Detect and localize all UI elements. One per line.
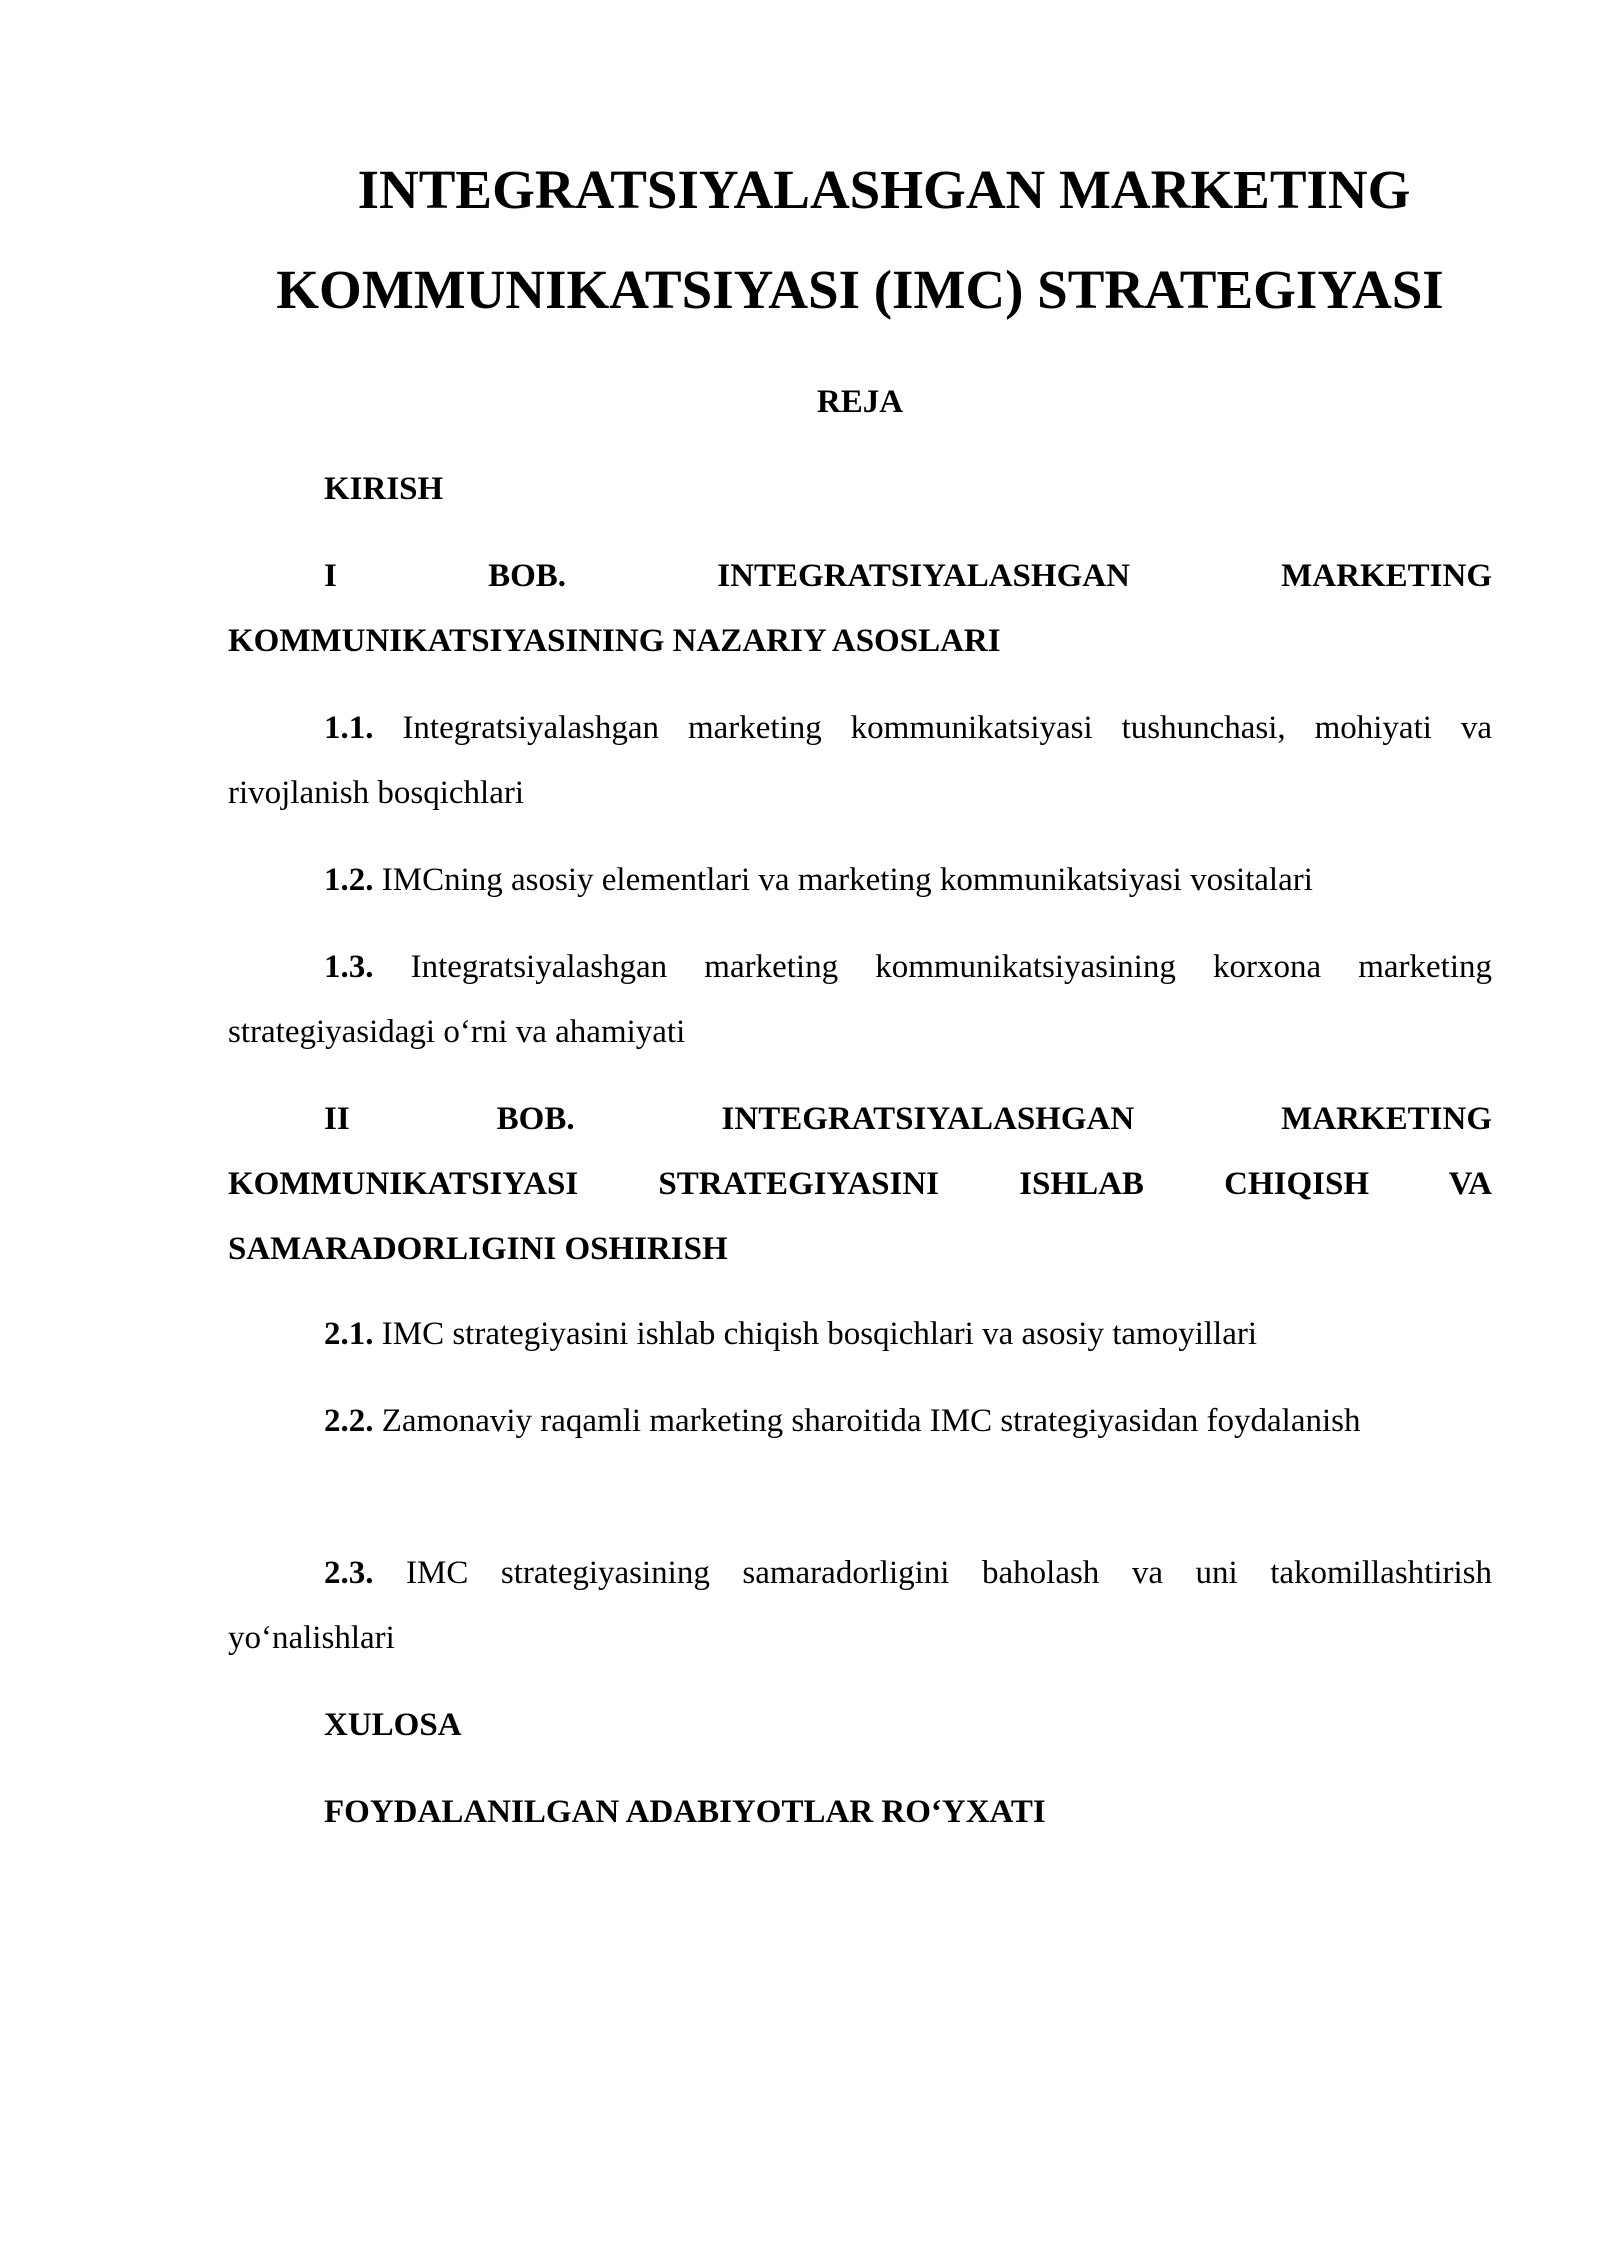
title-line-2: KOMMUNIKATSIYASI (IMC) STRATEGIYASI [276, 259, 1444, 320]
toc-item-1-2 [228, 848, 1492, 913]
reja-heading: REJA [816, 384, 904, 420]
toc-item-number: 2.1. [324, 1316, 374, 1352]
toc-item-2-2 [228, 1389, 1492, 1454]
toc-item-text: IMC strategiyasining samaradorligini baholash va uni takomillashtirish yo‘nalishlari [228, 1555, 1493, 1656]
toc-item-number: 1.3. [324, 949, 374, 985]
chapter-2-line-3: SAMARADORLIGINI OSHIRISH [228, 1231, 728, 1267]
toc-item-number: 1.2. [324, 862, 374, 898]
toc-item-text: IMCning asosiy elementlari va marketing kommunikatsiyasi vositalari [381, 862, 1313, 898]
toc-item-number: 2.2. [324, 1403, 374, 1439]
toc-item-text: Integratsiyalashgan marketing kommunikatsiyasining korxona marketing strategiyasidagi o‘rni va ahamiyati [228, 949, 1492, 1050]
toc-item-text: Integratsiyalashgan marketing kommunikatsiyasi tushunchasi, mohiyati va rivojlanish bosqichlari [228, 710, 1492, 811]
toc-item-2-3 [228, 1541, 1492, 1671]
toc-item-1-1 [228, 696, 1492, 826]
xulosa-heading: XULOSA [324, 1707, 462, 1743]
chapter-2-line-1: II BOB. INTEGRATSIYALASHGAN MARKETING [324, 1101, 1492, 1137]
chapter-1-line-2: KOMMUNIKATSIYASINING NAZARIY ASOSLARI [228, 623, 1001, 659]
chapter-1-line-1: I BOB. INTEGRATSIYALASHGAN MARKETING [324, 558, 1492, 594]
toc-item-1-3 [228, 935, 1492, 1065]
chapter-1-heading [228, 544, 1492, 674]
toc-item-2-1 [228, 1302, 1492, 1367]
kirish-heading: KIRISH [324, 471, 444, 507]
chapter-2-heading [228, 1087, 1492, 1282]
toc-item-number: 1.1. [324, 710, 374, 746]
toc-item-text: Zamonaviy raqamli marketing sharoitida IMC strategiyasidan foydalanish [381, 1403, 1361, 1439]
toc-item-number: 2.3. [324, 1555, 374, 1591]
title-line-1: INTEGRATSIYALASHGAN MARKETING [357, 159, 1411, 220]
document-title [228, 140, 1492, 340]
references-heading: FOYDALANILGAN ADABIYOTLAR RO‘YXATI [324, 1794, 1046, 1830]
toc-item-text: IMC strategiyasini ishlab chiqish bosqichlari va asosiy tamoyillari [381, 1316, 1258, 1352]
chapter-2-line-2: KOMMUNIKATSIYASI STRATEGIYASINI ISHLAB CHIQISH VA [228, 1166, 1492, 1202]
